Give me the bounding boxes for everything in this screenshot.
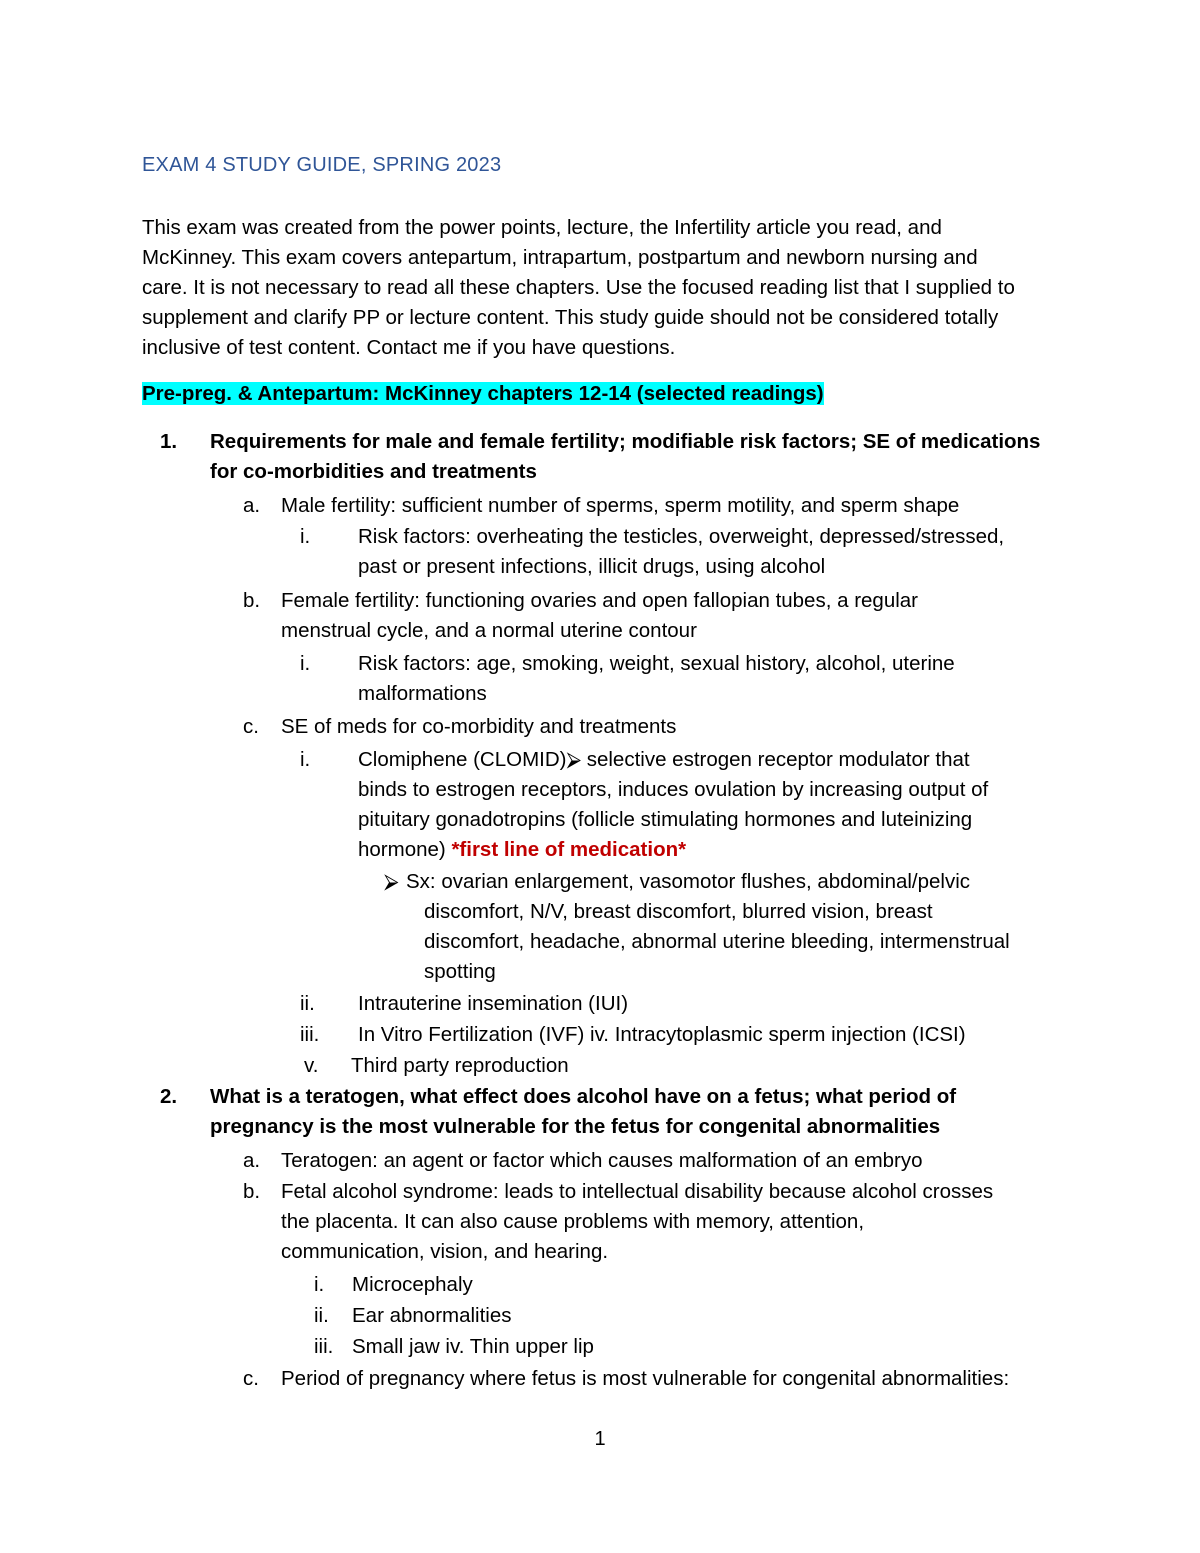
list-item: binds to estrogen receptors, induces ovulation by increasing output of <box>358 778 989 801</box>
document-title: EXAM 4 STUDY GUIDE, SPRING 2023 <box>142 154 502 176</box>
list-item: the placenta. It can also cause problems with memory, attention, <box>281 1210 865 1233</box>
list-number: 2. <box>160 1085 178 1108</box>
list-roman: iii. <box>300 1023 320 1046</box>
list-item: SE of meds for co-morbidity and treatments <box>281 715 677 738</box>
list-letter: b. <box>243 589 261 612</box>
list-item: Male fertility: sufficient number of sperms, sperm motility, and sperm shape <box>281 494 960 517</box>
list-number: 1. <box>160 430 178 453</box>
list-letter: b. <box>243 1180 261 1203</box>
list-item <box>358 836 686 864</box>
list-item: malformations <box>358 682 487 705</box>
list-item: menstrual cycle, and a normal uterine contour <box>281 619 697 642</box>
intro-line: This exam was created from the power points, lecture, the Infertility article you read, and <box>142 216 942 239</box>
question-heading: What is a teratogen, what effect does alcohol have on a fetus; what period of <box>210 1085 957 1108</box>
list-roman: i. <box>300 748 311 771</box>
list-roman: ii. <box>300 992 315 1015</box>
list-letter: c. <box>243 715 259 738</box>
list-item: In Vitro Fertilization (IVF) iv. Intracytoplasmic sperm injection (ICSI) <box>358 1023 966 1046</box>
list-item: Risk factors: age, smoking, weight, sexual history, alcohol, uterine <box>358 652 955 675</box>
section-heading <box>142 380 824 408</box>
emphasis-note: *first line of medication* <box>451 838 687 861</box>
list-item: discomfort, N/V, breast discomfort, blurred vision, breast <box>424 900 933 923</box>
list-item: communication, vision, and hearing. <box>281 1240 609 1263</box>
list-item: Period of pregnancy where fetus is most vulnerable for congenital abnormalities: <box>281 1367 1010 1390</box>
question-heading: pregnancy is the most vulnerable for the fetus for congenital abnormalities <box>210 1115 941 1138</box>
list-letter: a. <box>243 494 261 517</box>
intro-line: supplement and clarify PP or lecture content. This study guide should not be considered totally <box>142 306 999 329</box>
list-item: pituitary gonadotropins (follicle stimulating hormones and luteinizing <box>358 808 973 831</box>
list-item: Small jaw iv. Thin upper lip <box>352 1335 594 1358</box>
intro-line: McKinney. This exam covers antepartum, intrapartum, postpartum and newborn nursing and <box>142 246 978 269</box>
arrow-bullet-icon: ⮚ <box>384 870 399 893</box>
list-item: Female fertility: functioning ovaries and open fallopian tubes, a regular <box>281 589 919 612</box>
list-roman: i. <box>300 525 311 548</box>
list-letter: c. <box>243 1367 259 1390</box>
page-number: 1 <box>594 1428 606 1450</box>
section-heading-highlight: Pre-preg. & Antepartum: McKinney chapters 12-14 (selected readings) <box>142 382 824 405</box>
list-letter: a. <box>243 1149 261 1172</box>
list-item: discomfort, headache, abnormal uterine bleeding, intermenstrual <box>424 930 1010 953</box>
list-item: Fetal alcohol syndrome: leads to intellectual disability because alcohol crosses <box>281 1180 994 1203</box>
list-item: Teratogen: an agent or factor which causes malformation of an embryo <box>281 1149 923 1172</box>
list-roman: v. <box>304 1054 319 1077</box>
list-roman: i. <box>314 1273 325 1296</box>
list-item: Microcephaly <box>352 1273 473 1296</box>
list-item: Risk factors: overheating the testicles, overweight, depressed/stressed, <box>358 525 1005 548</box>
intro-line: inclusive of test content. Contact me if you have questions. <box>142 336 676 359</box>
list-item-text: hormone) <box>358 838 452 861</box>
list-item: past or present infections, illicit drugs, using alcohol <box>358 555 826 578</box>
list-item: Intrauterine insemination (IUI) <box>358 992 629 1015</box>
list-item: spotting <box>424 960 496 983</box>
question-heading: for co-morbidities and treatments <box>210 460 537 483</box>
list-item: Third party reproduction <box>351 1054 569 1077</box>
question-heading: Requirements for male and female fertility; modifiable risk factors; SE of medications <box>210 430 1041 453</box>
list-roman: iii. <box>314 1335 334 1358</box>
list-item: Sx: ovarian enlargement, vasomotor flushes, abdominal/pelvic <box>406 870 971 893</box>
intro-line: care. It is not necessary to read all these chapters. Use the focused reading list that I supplied to <box>142 276 1015 299</box>
list-item: Ear abnormalities <box>352 1304 512 1327</box>
list-roman: ii. <box>314 1304 329 1327</box>
list-roman: i. <box>300 652 311 675</box>
list-item: Clomiphene (CLOMID)⮚ selective estrogen receptor modulator that <box>358 748 970 771</box>
